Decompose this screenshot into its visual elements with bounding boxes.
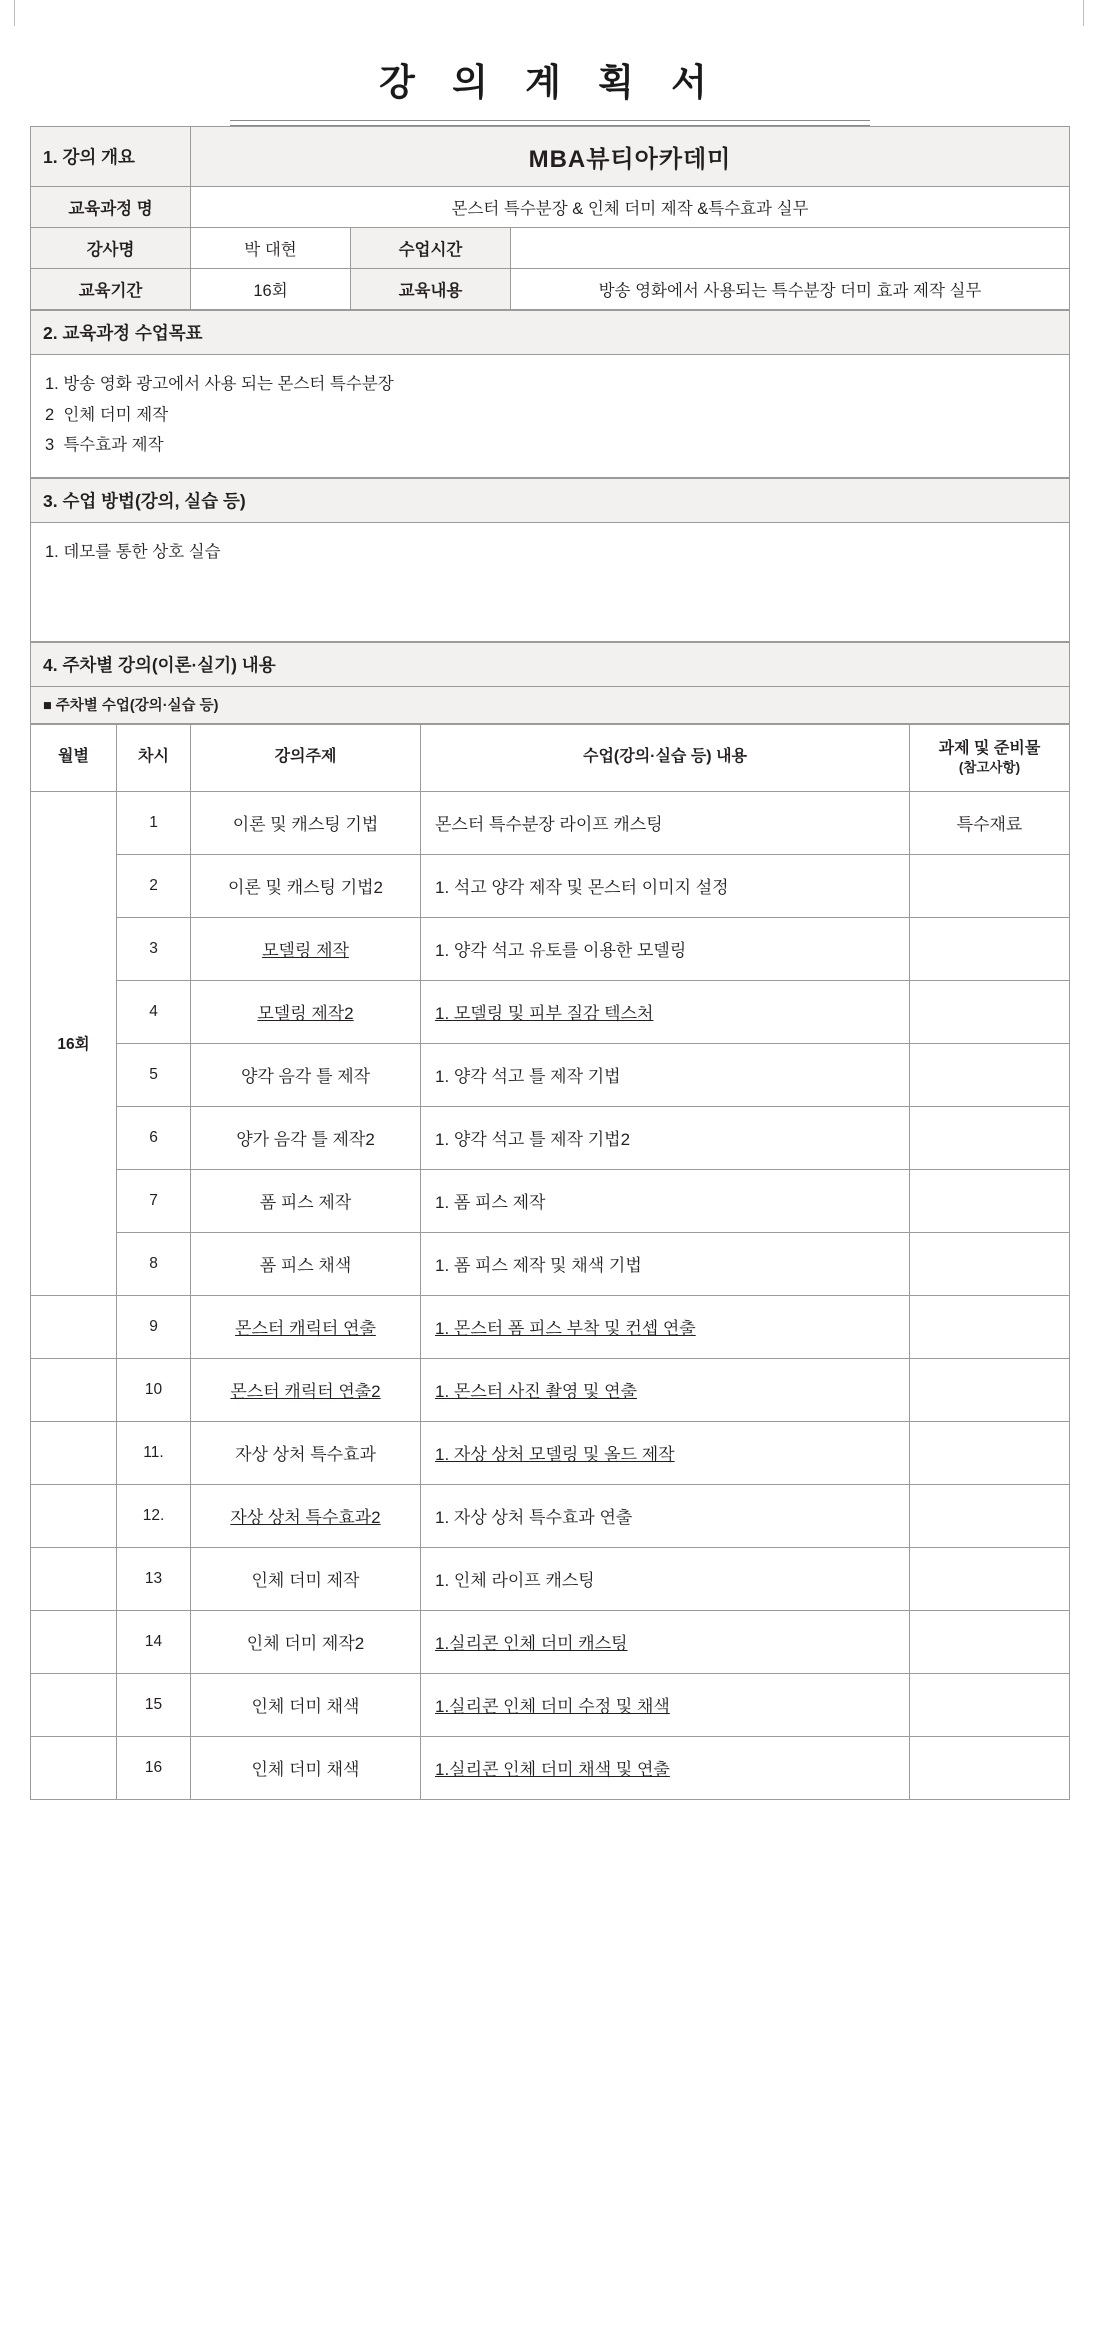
method-body-row [31,522,1070,641]
session-topic: 모델링 제작2 [191,980,421,1043]
session-topic: 폼 피스 채색 [191,1232,421,1295]
session-topic: 인체 더미 채색 [191,1673,421,1736]
table-row [31,1232,1070,1295]
overview-section-label: 1. 강의 개요 [31,127,191,187]
session-topic: 몬스터 캐릭터 연출2 [191,1358,421,1421]
session-content: 1.실리콘 인체 더미 캐스팅 [421,1610,910,1673]
session-materials [910,1610,1070,1673]
page-margin-mark-right [1083,0,1084,26]
table-row [31,1736,1070,1799]
method-body [31,522,1070,641]
table-row [31,980,1070,1043]
method-header-row [31,478,1070,522]
session-content: 1. 폼 피스 제작 및 채색 기법 [421,1232,910,1295]
month-empty [31,1610,117,1673]
goal-line-2: 2 인체 더미 제작 [45,405,169,424]
month-empty [31,1295,117,1358]
table-row [31,1043,1070,1106]
goals-body-row [31,355,1070,478]
goals-body [31,355,1070,478]
month-empty [31,1358,117,1421]
column-materials-line2: (참고사항) [958,760,1021,776]
month-empty [31,1484,117,1547]
session-number: 1 [117,791,191,854]
session-number: 7 [117,1169,191,1232]
column-materials-line1: 과제 및 준비물 [938,739,1041,757]
session-number: 9 [117,1295,191,1358]
session-number: 14 [117,1610,191,1673]
value-course-content: 방송 영화에서 사용되는 특수분장 더미 효과 제작 실무 [511,269,1070,310]
session-materials [910,1295,1070,1358]
goal-line-1: 1. 방송 영화 광고에서 사용 되는 몬스터 특수분장 [45,375,394,393]
session-number: 4 [117,980,191,1043]
goals-header-row [31,311,1070,355]
table-row [31,917,1070,980]
session-materials [910,1358,1070,1421]
label-course-content: 교육내용 [351,269,511,310]
session-materials: 특수재료 [910,791,1070,854]
column-session: 차시 [117,724,191,791]
schedule-table [30,724,1070,1800]
table-row [31,1106,1070,1169]
column-topic: 강의주제 [191,724,421,791]
document-body [30,0,1070,1836]
session-topic: 몬스터 캐릭터 연출 [191,1295,421,1358]
month-empty [31,1547,117,1610]
session-number: 3 [117,917,191,980]
academy-name: MBA뷰티아카데미 [191,127,1070,187]
schedule-columns-row [31,724,1070,791]
bottom-spacer [30,1800,1070,1836]
session-topic: 인체 더미 채색 [191,1736,421,1799]
session-content: 1. 폼 피스 제작 [421,1169,910,1232]
session-materials [910,1421,1070,1484]
table-row [31,1358,1070,1421]
method-line-1: 1. 데모를 통한 상호 실습 [45,542,221,561]
page-title: 강 의 계 획 서 [379,63,721,104]
table-row [31,1484,1070,1547]
session-number: 10 [117,1358,191,1421]
title-block [30,0,1070,126]
table-row [31,1169,1070,1232]
table-row [31,854,1070,917]
session-number: 12. [117,1484,191,1547]
schedule-section-header-table [30,642,1070,724]
session-content: 1. 양각 석고 유토를 이용한 모델링 [421,917,910,980]
month-label: 16회 [31,791,117,1295]
goal-line-3: 3 특수효과 제작 [45,436,164,455]
overview-row-period [31,269,1070,310]
overview-row-course-name [31,187,1070,228]
session-content: 몬스터 특수분장 라이프 캐스팅 [421,791,910,854]
month-empty [31,1421,117,1484]
session-materials [910,1043,1070,1106]
session-materials [910,917,1070,980]
session-materials [910,1232,1070,1295]
session-materials [910,980,1070,1043]
session-materials [910,1484,1070,1547]
schedule-section-label: 4. 주차별 강의(이론·실기) 내용 [31,642,1070,686]
session-number: 2 [117,854,191,917]
session-content: 1. 자상 상처 모델링 및 올드 제작 [421,1421,910,1484]
session-topic: 자상 상처 특수효과2 [191,1484,421,1547]
session-topic: 양가 음각 틀 제작2 [191,1106,421,1169]
session-materials [910,1169,1070,1232]
page-margin-mark-left [14,0,15,26]
value-instructor: 박 대현 [191,228,351,269]
goals-table [30,310,1070,478]
session-topic: 양각 음각 틀 제작 [191,1043,421,1106]
table-row [31,1295,1070,1358]
label-class-time: 수업시간 [351,228,511,269]
table-row [31,1673,1070,1736]
session-content: 1.실리콘 인체 더미 채색 및 연출 [421,1736,910,1799]
session-number: 15 [117,1673,191,1736]
session-topic: 자상 상처 특수효과 [191,1421,421,1484]
session-materials [910,854,1070,917]
session-number: 6 [117,1106,191,1169]
label-instructor: 강사명 [31,228,191,269]
session-topic: 이론 및 캐스팅 기법 [191,791,421,854]
column-materials [910,724,1070,791]
goals-section-label: 2. 교육과정 수업목표 [31,311,1070,355]
table-row [31,791,1070,854]
session-content: 1. 양각 석고 틀 제작 기법 [421,1043,910,1106]
session-content: 1. 몬스터 폼 피스 부착 및 컨셉 연출 [421,1295,910,1358]
overview-row-instructor [31,228,1070,269]
session-topic: 인체 더미 제작2 [191,1610,421,1673]
session-content: 1. 인체 라이프 캐스팅 [421,1547,910,1610]
session-content: 1.실리콘 인체 더미 수정 및 채색 [421,1673,910,1736]
session-materials [910,1673,1070,1736]
table-row [31,1547,1070,1610]
overview-table [30,126,1070,310]
value-course-name: 몬스터 특수분장 & 인체 더미 제작 &특수효과 실무 [191,187,1070,228]
table-row [31,1421,1070,1484]
session-number: 5 [117,1043,191,1106]
session-topic: 폼 피스 제작 [191,1169,421,1232]
session-topic: 모델링 제작 [191,917,421,980]
session-content: 1. 모델링 및 피부 질감 텍스처 [421,980,910,1043]
table-row [31,1610,1070,1673]
schedule-header-row [31,642,1070,686]
session-number: 11. [117,1421,191,1484]
method-table [30,478,1070,642]
method-section-label: 3. 수업 방법(강의, 실습 등) [31,478,1070,522]
session-content: 1. 석고 양각 제작 및 몬스터 이미지 설정 [421,854,910,917]
session-materials [910,1106,1070,1169]
month-empty [31,1736,117,1799]
value-class-time [511,228,1070,269]
session-content: 1. 양각 석고 틀 제작 기법2 [421,1106,910,1169]
label-course-name: 교육과정 명 [31,187,191,228]
label-period: 교육기간 [31,269,191,310]
column-content: 수업(강의·실습 등) 내용 [421,724,910,791]
session-number: 13 [117,1547,191,1610]
schedule-sub-label: ■ 주차별 수업(강의·실습 등) [31,686,1070,723]
session-number: 16 [117,1736,191,1799]
schedule-subnote-row [31,686,1070,723]
session-content: 1. 자상 상처 특수효과 연출 [421,1484,910,1547]
month-empty [31,1673,117,1736]
column-month: 월별 [31,724,117,791]
session-topic: 인체 더미 제작 [191,1547,421,1610]
session-topic: 이론 및 캐스팅 기법2 [191,854,421,917]
session-number: 8 [117,1232,191,1295]
value-period: 16회 [191,269,351,310]
session-materials [910,1547,1070,1610]
session-materials [910,1736,1070,1799]
overview-header-row [31,127,1070,187]
session-content: 1. 몬스터 사진 촬영 및 연출 [421,1358,910,1421]
